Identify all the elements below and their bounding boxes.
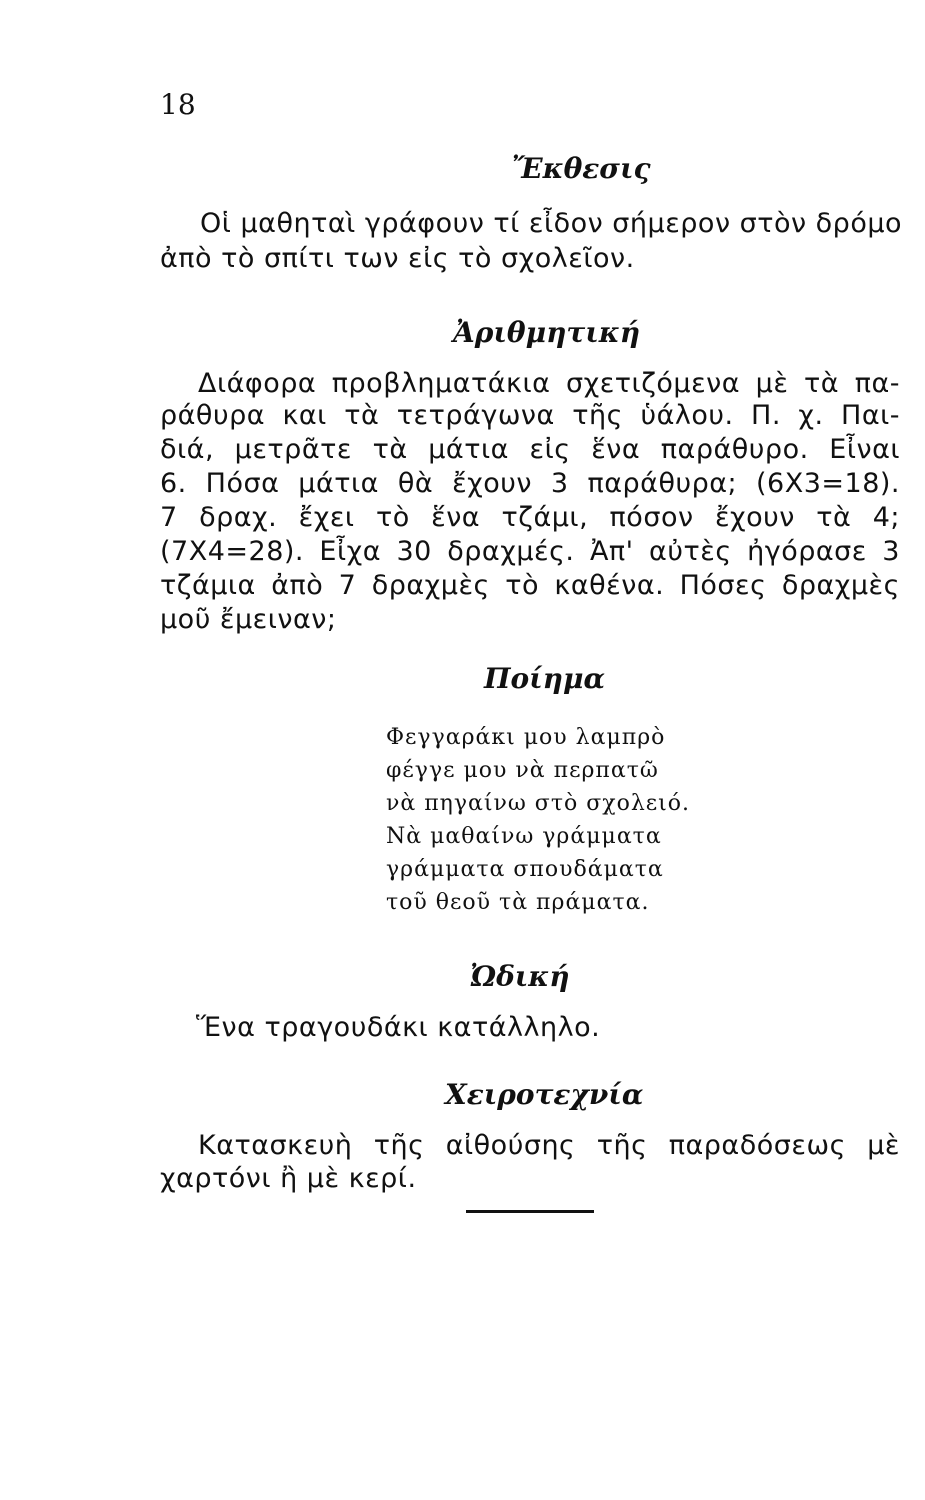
poem-line: τοῦ θεοῦ τὰ πράματα. <box>386 890 650 915</box>
poem-line: Νὰ μαθαίνω γράμματα <box>386 824 662 849</box>
text-line: 6. Πόσα μάτια θὰ ἔχουν 3 παράθυρα; (6Χ3=18). <box>160 468 900 499</box>
poem-line: Φεγγαράκι μου λαμπρὸ <box>386 725 666 750</box>
text-line: διά, μετρᾶτε τὰ μάτια εἰς ἕνα παράθυρο. Εἶναι <box>160 434 900 465</box>
text-line: ἀπὸ τὸ σπίτι των εἰς τὸ σχολεῖον. <box>160 243 635 274</box>
poem-line: νὰ πηγαίνω στὸ σχολειό. <box>386 791 691 816</box>
poem-line: γράμματα σπουδάματα <box>386 857 664 882</box>
section-title-poiima: Ποίημα <box>484 662 606 695</box>
text-line: μοῦ ἔμειναν; <box>160 604 337 635</box>
poem-line: φέγγε μου νὰ περπατῶ <box>386 758 659 783</box>
text-line: τζάμια ἀπὸ 7 δραχμὲς τὸ καθένα. Πόσες δραχμὲς <box>160 570 900 601</box>
text-line: χαρτόνι ἢ μὲ κερί. <box>160 1163 417 1194</box>
end-rule <box>466 1210 594 1213</box>
text-line: (7Χ4=28). Εἶχα 30 δραχμές. Ἀπ' αὐτὲς ἠγόρασε 3 <box>160 536 900 567</box>
text-line: Οἱ μαθηταὶ γράφουν τί εἶδον σήμερον στὸν δρόμο <box>200 208 903 239</box>
section-title-odiki: Ὠδική <box>470 960 570 993</box>
page-number: 18 <box>160 88 196 121</box>
text-line: Διάφορα προβληματάκια σχετιζόμενα μὲ τὰ πα- <box>198 368 900 399</box>
text-line: Ἕνα τραγουδάκι κατάλληλο. <box>196 1012 601 1043</box>
text-line: 7 δραχ. ἔχει τὸ ἕνα τζάμι, πόσον ἔχουν τὰ 4; <box>160 502 900 533</box>
section-title-cheirotechnia: Χειροτεχνία <box>445 1078 644 1111</box>
text-line: Κατασκευὴ τῆς αἰθούσης τῆς παραδόσεως μὲ <box>198 1130 900 1161</box>
section-title-arithmetiki: Ἀριθμητική <box>453 316 641 349</box>
text-line: ράθυρα και τὰ τετράγωνα τῆς ὑάλου. Π. χ. Παι- <box>160 400 900 431</box>
section-title-ekthesis: Ἔκθεσις <box>512 152 651 185</box>
